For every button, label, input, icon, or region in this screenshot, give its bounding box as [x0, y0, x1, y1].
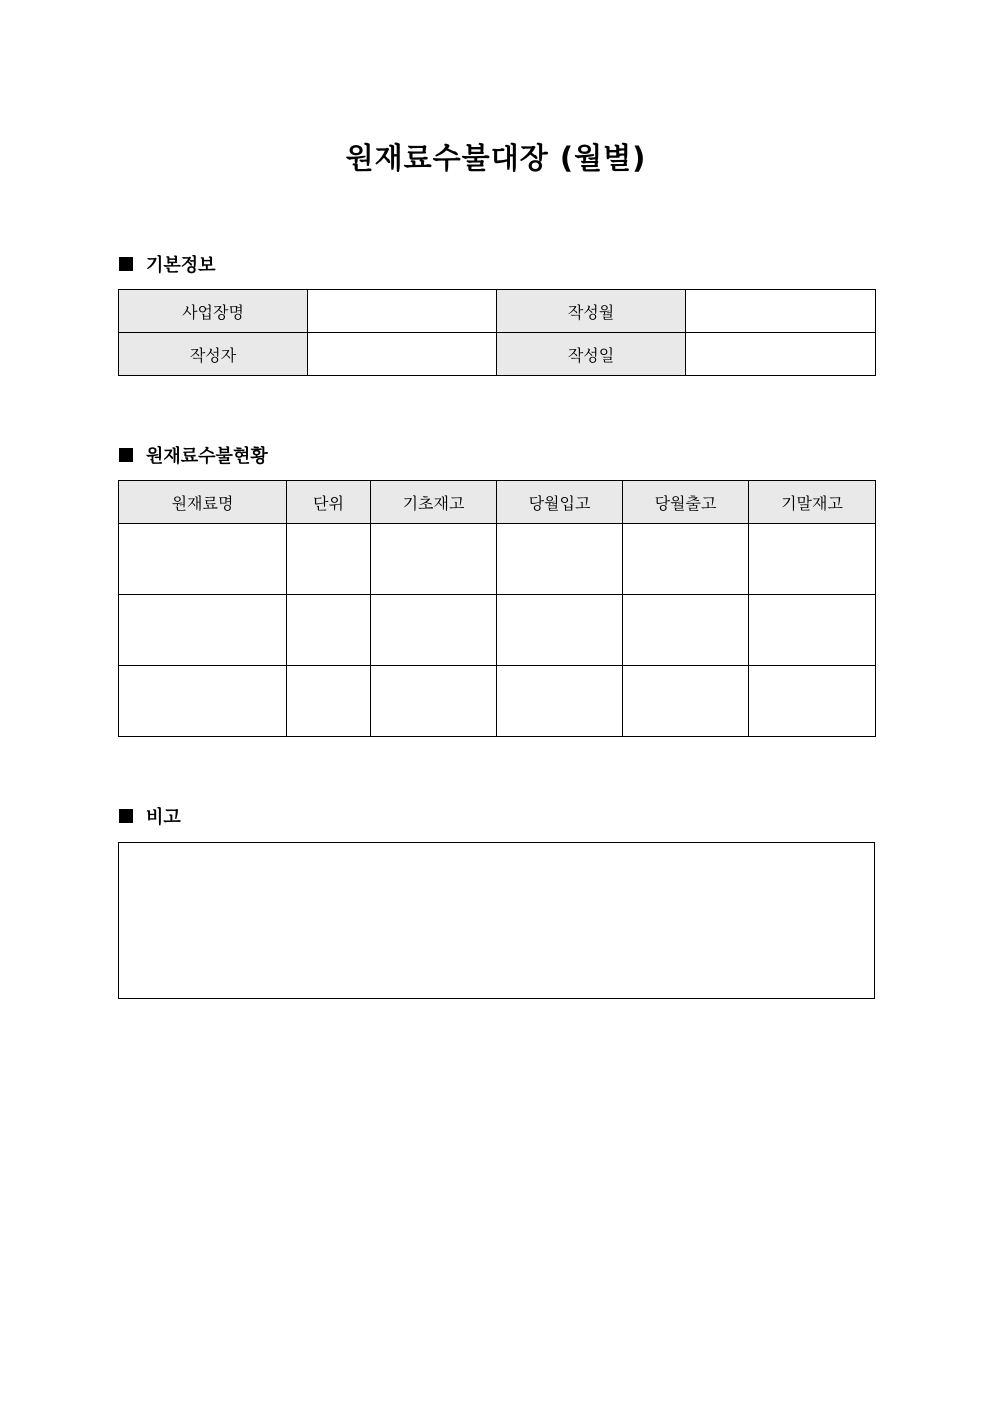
issues-cell[interactable]: [623, 524, 749, 595]
issues-cell[interactable]: [623, 595, 749, 666]
col-header-unit: 단위: [287, 481, 371, 524]
month-label: 작성월: [497, 290, 686, 333]
date-label: 작성일: [497, 333, 686, 376]
closing-stock-cell[interactable]: [749, 524, 876, 595]
basic-info-row: [119, 290, 876, 333]
author-label: 작성자: [119, 333, 308, 376]
table-row: [119, 666, 876, 737]
col-header-material: 원재료명: [119, 481, 287, 524]
receipts-cell[interactable]: [497, 524, 623, 595]
material-cell[interactable]: [119, 666, 287, 737]
col-header-monthly-issues: 당월출고: [623, 481, 749, 524]
basic-info-row: [119, 333, 876, 376]
date-field[interactable]: [686, 333, 876, 376]
unit-cell[interactable]: [287, 666, 371, 737]
table-row: [119, 524, 876, 595]
basic-info-table: [118, 289, 876, 376]
receipts-cell[interactable]: [497, 666, 623, 737]
ledger-header-row: [119, 481, 876, 524]
material-cell[interactable]: [119, 524, 287, 595]
unit-cell[interactable]: [287, 524, 371, 595]
remarks-heading: [119, 804, 181, 828]
table-row: [119, 595, 876, 666]
col-header-monthly-receipts: 당월입고: [497, 481, 623, 524]
material-cell[interactable]: [119, 595, 287, 666]
ledger-table: [118, 480, 876, 737]
basic-info-heading: [119, 252, 216, 276]
col-header-closing-stock: 기말재고: [749, 481, 876, 524]
square-bullet-icon: [119, 257, 133, 271]
square-bullet-icon: [119, 448, 133, 462]
ledger-heading: [119, 443, 268, 467]
closing-stock-cell[interactable]: [749, 595, 876, 666]
opening-stock-cell[interactable]: [371, 524, 497, 595]
business-name-label: 사업장명: [119, 290, 308, 333]
basic-info-heading-text: 기본정보: [146, 255, 216, 276]
closing-stock-cell[interactable]: [749, 666, 876, 737]
remarks-field[interactable]: [118, 842, 875, 999]
opening-stock-cell[interactable]: [371, 666, 497, 737]
author-field[interactable]: [308, 333, 497, 376]
opening-stock-cell[interactable]: [371, 595, 497, 666]
business-name-field[interactable]: [308, 290, 497, 333]
unit-cell[interactable]: [287, 595, 371, 666]
remarks-heading-text: 비고: [146, 807, 181, 828]
month-field[interactable]: [686, 290, 876, 333]
col-header-opening-stock: 기초재고: [371, 481, 497, 524]
square-bullet-icon: [119, 809, 133, 823]
ledger-heading-text: 원재료수불현황: [146, 446, 268, 467]
document-title: 원재료수불대장 (월별): [345, 141, 647, 175]
receipts-cell[interactable]: [497, 595, 623, 666]
issues-cell[interactable]: [623, 666, 749, 737]
